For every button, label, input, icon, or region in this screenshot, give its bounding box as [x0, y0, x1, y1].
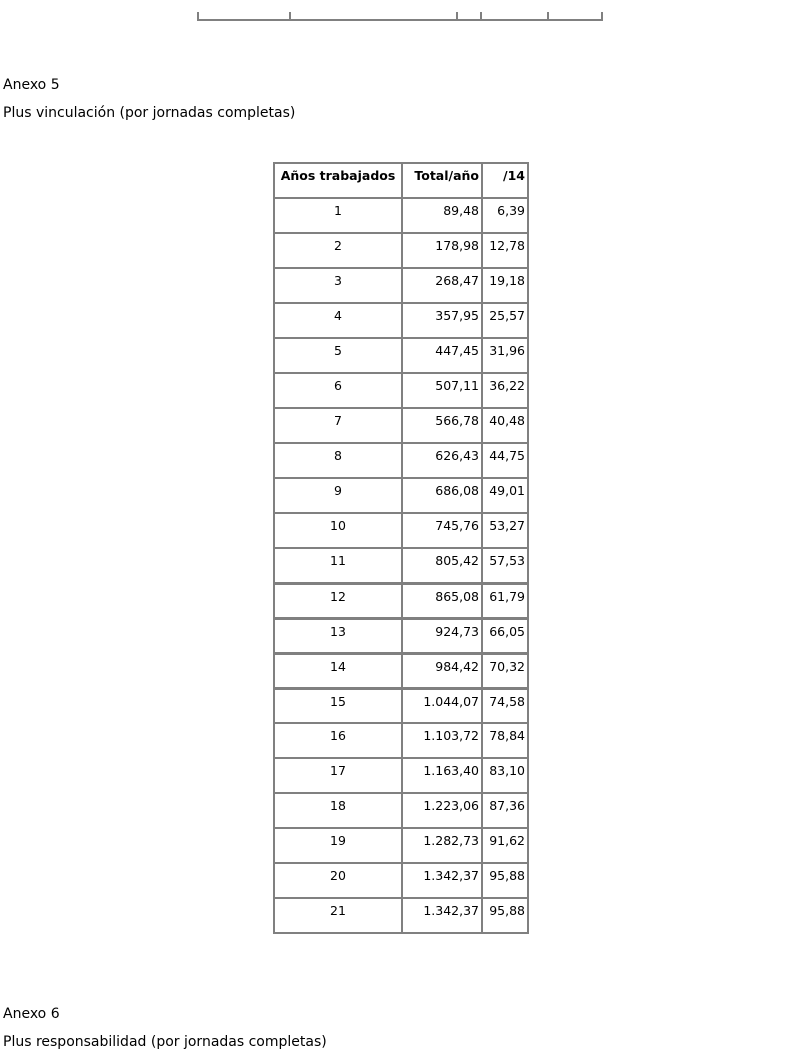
table-row: [274, 758, 528, 793]
cell-per-14: 87,36: [482, 793, 528, 828]
table-row: [274, 373, 528, 408]
table-row: [274, 443, 528, 478]
annex-6-subtitle: Plus responsabilidad (por jornadas completas): [3, 1034, 327, 1050]
table-body: [274, 198, 528, 933]
table-row: [274, 723, 528, 758]
cell-years-worked: 20: [274, 863, 402, 898]
cell-per-14: 61,79: [482, 583, 528, 618]
cell-years-worked: 4: [274, 303, 402, 338]
cell-years-worked: 3: [274, 268, 402, 303]
cell-per-14: 70,32: [482, 653, 528, 688]
cell-total-per-year: 507,11: [402, 373, 482, 408]
table-row: [274, 198, 528, 233]
table-row: [274, 618, 528, 653]
cell-years-worked: 7: [274, 408, 402, 443]
cell-per-14: 12,78: [482, 233, 528, 268]
cell-total-per-year: 745,76: [402, 513, 482, 548]
cell-total-per-year: 1.223,06: [402, 793, 482, 828]
table-row: [274, 688, 528, 723]
cell-total-per-year: 1.163,40: [402, 758, 482, 793]
header-years-worked: Años trabajados: [274, 163, 402, 198]
cell-per-14: 31,96: [482, 338, 528, 373]
header-total-per-year: Total/año: [402, 163, 482, 198]
table-row: [274, 408, 528, 443]
cell-per-14: 66,05: [482, 618, 528, 653]
table-row: [274, 478, 528, 513]
table-row: [274, 863, 528, 898]
table-row: [274, 828, 528, 863]
table-row: [274, 583, 528, 618]
cell-total-per-year: 1.342,37: [402, 863, 482, 898]
table-row: [274, 548, 528, 583]
previous-table-column-divider: [547, 12, 549, 21]
cell-total-per-year: 924,73: [402, 618, 482, 653]
cell-per-14: 25,57: [482, 303, 528, 338]
previous-table-column-divider: [197, 12, 199, 21]
previous-table-border: [197, 19, 603, 21]
previous-table-column-divider: [480, 12, 482, 21]
cell-years-worked: 11: [274, 548, 402, 583]
cell-total-per-year: 686,08: [402, 478, 482, 513]
previous-table-column-divider: [456, 12, 458, 21]
cell-per-14: 49,01: [482, 478, 528, 513]
annex-5-title: Anexo 5: [3, 77, 60, 93]
previous-table-column-divider: [289, 12, 291, 21]
cell-years-worked: 17: [274, 758, 402, 793]
cell-per-14: 44,75: [482, 443, 528, 478]
table-row: [274, 513, 528, 548]
cell-per-14: 91,62: [482, 828, 528, 863]
cell-per-14: 57,53: [482, 548, 528, 583]
cell-years-worked: 21: [274, 898, 402, 933]
cell-total-per-year: 268,47: [402, 268, 482, 303]
cell-years-worked: 16: [274, 723, 402, 758]
cell-years-worked: 9: [274, 478, 402, 513]
cell-total-per-year: 984,42: [402, 653, 482, 688]
cell-years-worked: 2: [274, 233, 402, 268]
table-header-row: [274, 163, 528, 198]
cell-years-worked: 1: [274, 198, 402, 233]
cell-per-14: 78,84: [482, 723, 528, 758]
cell-years-worked: 19: [274, 828, 402, 863]
cell-years-worked: 10: [274, 513, 402, 548]
cell-total-per-year: 566,78: [402, 408, 482, 443]
cell-per-14: 74,58: [482, 688, 528, 723]
previous-table-bottom-edge: [197, 0, 603, 21]
cell-total-per-year: 865,08: [402, 583, 482, 618]
cell-total-per-year: 89,48: [402, 198, 482, 233]
header-per-14: /14: [482, 163, 528, 198]
cell-years-worked: 14: [274, 653, 402, 688]
cell-per-14: 53,27: [482, 513, 528, 548]
cell-per-14: 19,18: [482, 268, 528, 303]
cell-total-per-year: 1.044,07: [402, 688, 482, 723]
annex-5-subtitle: Plus vinculación (por jornadas completas): [3, 105, 296, 121]
cell-total-per-year: 1.103,72: [402, 723, 482, 758]
cell-per-14: 95,88: [482, 898, 528, 933]
cell-total-per-year: 626,43: [402, 443, 482, 478]
plus-vinculacion-table: [273, 162, 529, 934]
cell-per-14: 83,10: [482, 758, 528, 793]
table-row: [274, 303, 528, 338]
cell-years-worked: 5: [274, 338, 402, 373]
cell-per-14: 40,48: [482, 408, 528, 443]
cell-per-14: 95,88: [482, 863, 528, 898]
cell-total-per-year: 1.342,37: [402, 898, 482, 933]
cell-total-per-year: 357,95: [402, 303, 482, 338]
cell-years-worked: 12: [274, 583, 402, 618]
cell-years-worked: 6: [274, 373, 402, 408]
cell-total-per-year: 1.282,73: [402, 828, 482, 863]
table-row: [274, 338, 528, 373]
cell-total-per-year: 805,42: [402, 548, 482, 583]
cell-total-per-year: 447,45: [402, 338, 482, 373]
previous-table-column-divider: [601, 12, 603, 21]
table-row: [274, 653, 528, 688]
annex-6-title: Anexo 6: [3, 1006, 60, 1022]
table-row: [274, 793, 528, 828]
cell-years-worked: 13: [274, 618, 402, 653]
cell-years-worked: 18: [274, 793, 402, 828]
cell-total-per-year: 178,98: [402, 233, 482, 268]
table-row: [274, 898, 528, 933]
cell-years-worked: 15: [274, 688, 402, 723]
cell-per-14: 6,39: [482, 198, 528, 233]
cell-per-14: 36,22: [482, 373, 528, 408]
cell-years-worked: 8: [274, 443, 402, 478]
table-row: [274, 233, 528, 268]
table-row: [274, 268, 528, 303]
